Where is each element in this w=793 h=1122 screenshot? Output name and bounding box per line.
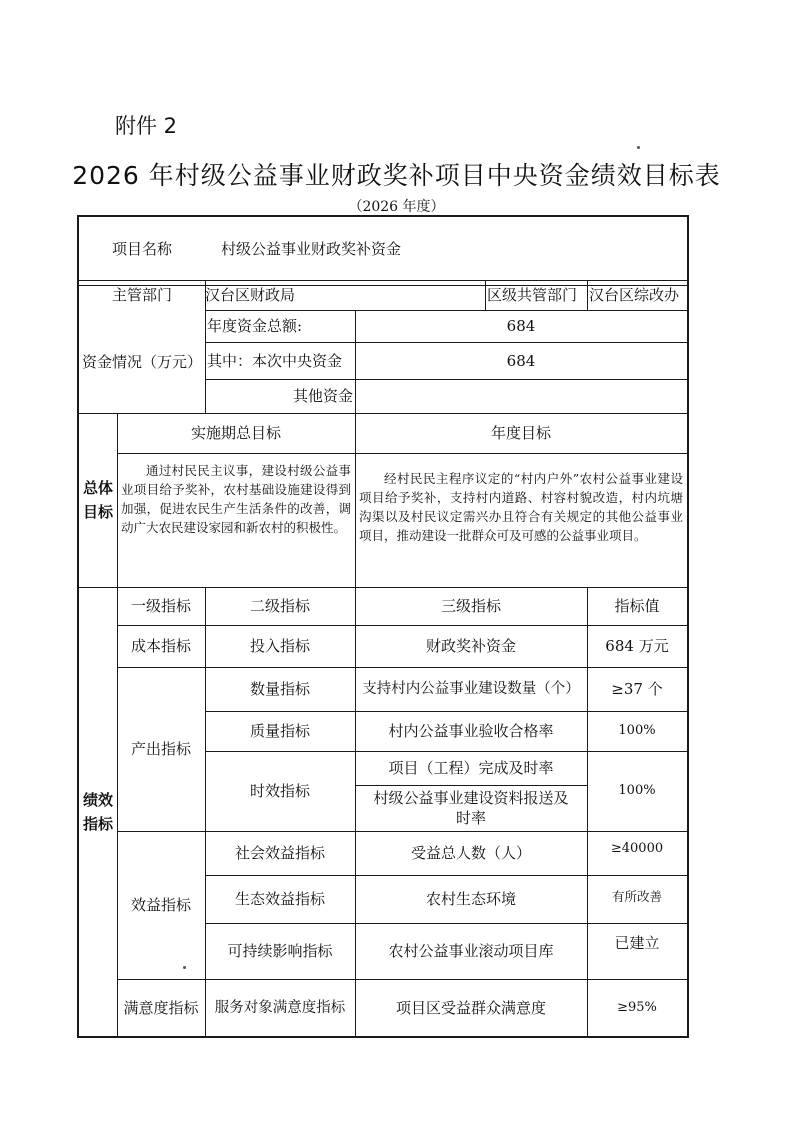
quantity-value: ≥37 个 xyxy=(611,680,663,698)
year-subtitle: （2026 年度） xyxy=(348,199,445,215)
satisfaction-value: ≥95% xyxy=(617,999,657,1015)
sustainable-value: 已建立 xyxy=(614,934,660,952)
page-title: 2026 年村级公益事业财政奖补项目中央资金绩效目标表 xyxy=(72,161,721,190)
cost-level1: 成本指标 xyxy=(130,637,191,655)
attachment-label: 附件 2 xyxy=(115,114,178,138)
timeliness-level3-a: 项目（工程）完成及时率 xyxy=(388,759,554,777)
co-department-label: 区级共管部门 xyxy=(487,286,578,304)
header-level2: 二级指标 xyxy=(249,597,310,615)
performance-indicators-label: 绩效指标 xyxy=(82,790,113,833)
social-level3: 受益总人数（人） xyxy=(410,844,531,862)
funds-central-value: 684 xyxy=(506,351,536,370)
timeliness-level3-b: 村级公益事业建设资料报送及时率 xyxy=(373,789,569,827)
benefit-level1: 效益指标 xyxy=(130,896,191,914)
ecological-value: 有所改善 xyxy=(611,889,662,904)
co-department-value: 汉台区综改办 xyxy=(589,286,680,304)
cost-level3: 财政奖补资金 xyxy=(425,637,516,655)
department-label: 主管部门 xyxy=(111,286,172,304)
funds-other-value xyxy=(355,379,687,413)
project-name-value: 村级公益事业财政奖补资金 xyxy=(221,239,402,258)
scan-speck xyxy=(637,146,640,149)
period-goal-header: 实施期总目标 xyxy=(190,424,281,442)
satisfaction-level2: 服务对象满意度指标 xyxy=(214,999,346,1016)
quality-level3: 村内公益事业验收合格率 xyxy=(388,722,554,740)
row-divider xyxy=(117,453,687,454)
funds-total-label: 年度资金总额: xyxy=(207,317,303,335)
funds-label: 资金情况（万元） xyxy=(81,352,202,371)
quantity-level2: 数量指标 xyxy=(249,680,310,698)
project-name-label: 项目名称 xyxy=(111,239,172,258)
social-value: ≥40000 xyxy=(610,841,664,856)
cost-level2: 投入指标 xyxy=(249,637,310,655)
output-level1: 产出指标 xyxy=(130,740,191,758)
period-goal-text: 通过村民民主议事，建设村级公益事业项目给予奖补，农村基础设施建设得到加强，促进农民生产生活条件的改善，调动广大农民建设家园和新农村的积极性。 xyxy=(121,463,351,535)
performance-target-table xyxy=(77,215,689,1038)
social-level2: 社会效益指标 xyxy=(234,844,325,862)
quantity-level3: 支持村内公益事业建设数量（个） xyxy=(362,681,580,697)
ecological-level3: 农村生态环境 xyxy=(425,890,516,908)
quality-level2: 质量指标 xyxy=(249,722,310,740)
timeliness-value: 100% xyxy=(618,783,656,798)
funds-other-label: 其他资金 xyxy=(292,387,353,405)
header-level1: 一级指标 xyxy=(130,597,191,615)
funds-total-value: 684 xyxy=(506,317,536,335)
annual-goal-header: 年度目标 xyxy=(490,424,551,442)
timeliness-level2: 时效指标 xyxy=(249,782,310,800)
ecological-level2: 生态效益指标 xyxy=(234,890,325,908)
sustainable-level2: 可持续影响指标 xyxy=(227,942,333,960)
annual-goal-text: 经村民民主程序议定的“村内户外”农村公益事业建设项目给予奖补，支持村内道路、村容村貌改造，村内坑塘沟渠以及村民议定需兴办且符合有关规定的其他公益事业项目，推动建设一批群众可及可感的公益事业项目。 xyxy=(359,471,683,543)
header-level3: 三级指标 xyxy=(440,597,501,615)
sustainable-level3: 农村公益事业滚动项目库 xyxy=(388,942,554,960)
header-value: 指标值 xyxy=(614,597,660,615)
department-value: 汉台区财政局 xyxy=(205,286,296,304)
cost-value: 684 万元 xyxy=(605,637,669,655)
satisfaction-level3: 项目区受益群众满意度 xyxy=(395,998,546,1017)
satisfaction-level1: 满意度指标 xyxy=(123,998,199,1017)
quality-value: 100% xyxy=(618,723,656,738)
funds-central-label: 其中：本次中央资金 xyxy=(207,351,343,370)
overall-goals-label: 总体目标 xyxy=(82,479,113,521)
